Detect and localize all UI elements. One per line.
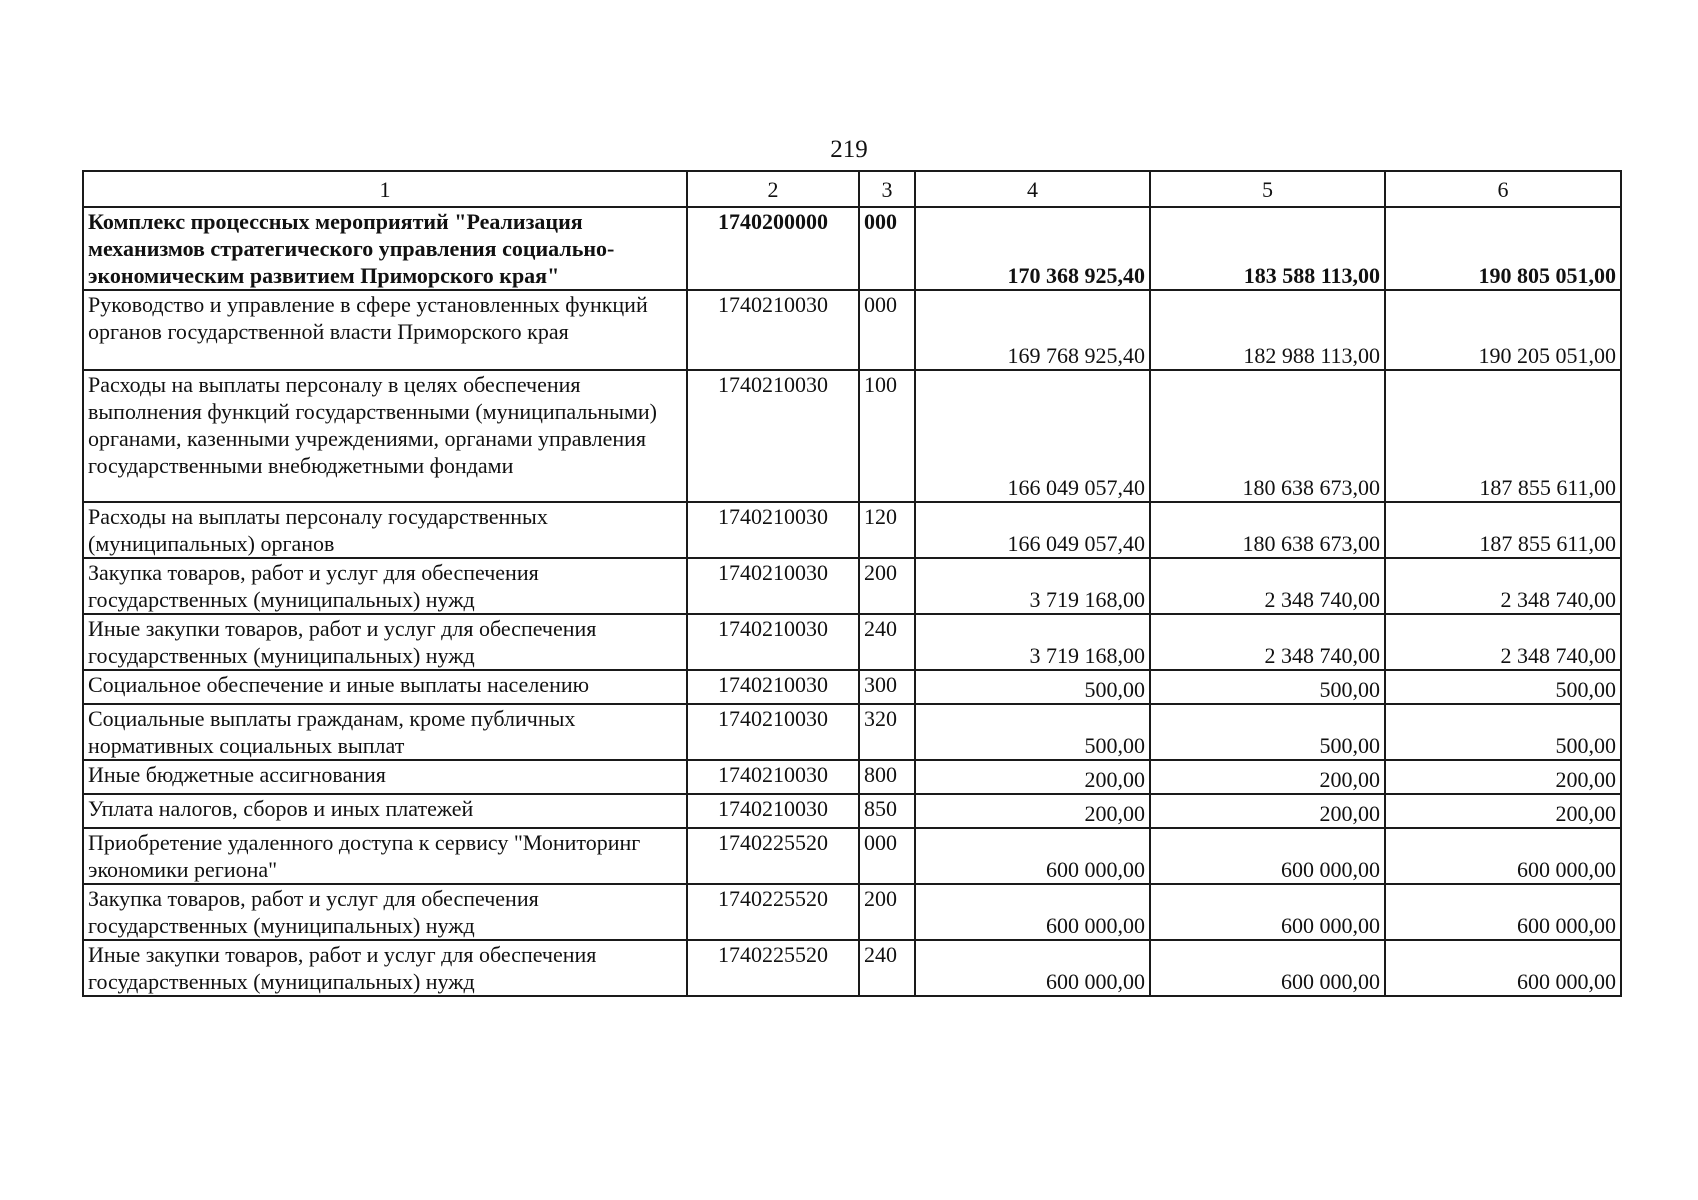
row-name-cell: Приобретение удаленного доступа к сервису "Мониторинг экономики региона" — [83, 828, 687, 884]
table-body — [83, 207, 1621, 996]
table-row — [83, 370, 1621, 502]
row-code-cell: 1740210030 — [687, 670, 859, 704]
row-amount-col5-cell: 2 348 740,00 — [1150, 558, 1385, 614]
row-code-cell: 1740210030 — [687, 794, 859, 828]
row-amount-col4-cell: 600 000,00 — [915, 828, 1150, 884]
row-amount-col6-cell: 600 000,00 — [1385, 828, 1621, 884]
row-amount-col6-cell: 500,00 — [1385, 704, 1621, 760]
row-name-cell: Расходы на выплаты персоналу в целях обеспечения выполнения функций государственными (муниципальными) органами, казенными учреждениями, органами управления государственными внебюджетными фондами — [83, 370, 687, 502]
row-amount-col6-cell: 200,00 — [1385, 794, 1621, 828]
row-code-cell: 1740210030 — [687, 614, 859, 670]
table-row — [83, 760, 1621, 794]
row-amount-col6-cell: 600 000,00 — [1385, 884, 1621, 940]
table-row — [83, 828, 1621, 884]
row-name-cell: Уплата налогов, сборов и иных платежей — [83, 794, 687, 828]
row-expense-type-cell: 850 — [859, 794, 915, 828]
row-amount-col4-cell: 200,00 — [915, 760, 1150, 794]
table-row — [83, 558, 1621, 614]
row-amount-col5-cell: 200,00 — [1150, 760, 1385, 794]
column-number-3: 3 — [859, 171, 915, 207]
row-name-cell: Социальное обеспечение и иные выплаты населению — [83, 670, 687, 704]
row-amount-col4-cell: 600 000,00 — [915, 884, 1150, 940]
row-amount-col4-cell: 3 719 168,00 — [915, 614, 1150, 670]
row-code-cell: 1740210030 — [687, 502, 859, 558]
row-amount-col4-cell: 500,00 — [915, 670, 1150, 704]
row-amount-col5-cell: 2 348 740,00 — [1150, 614, 1385, 670]
column-number-1: 1 — [83, 171, 687, 207]
row-expense-type-cell: 320 — [859, 704, 915, 760]
row-amount-col4-cell: 3 719 168,00 — [915, 558, 1150, 614]
row-name-cell: Иные закупки товаров, работ и услуг для обеспечения государственных (муниципальных) нужд — [83, 940, 687, 996]
column-number-4: 4 — [915, 171, 1150, 207]
table-row — [83, 794, 1621, 828]
page-number: 219 — [830, 136, 868, 163]
row-amount-col6-cell: 600 000,00 — [1385, 940, 1621, 996]
row-code-cell: 1740210030 — [687, 370, 859, 502]
table-row — [83, 614, 1621, 670]
row-expense-type-cell: 240 — [859, 940, 915, 996]
table-row — [83, 670, 1621, 704]
row-amount-col5-cell: 180 638 673,00 — [1150, 502, 1385, 558]
row-code-cell: 1740225520 — [687, 940, 859, 996]
row-expense-type-cell: 120 — [859, 502, 915, 558]
row-amount-col5-cell: 183 588 113,00 — [1150, 207, 1385, 290]
row-code-cell: 1740210030 — [687, 290, 859, 370]
row-amount-col6-cell: 190 205 051,00 — [1385, 290, 1621, 370]
row-amount-col6-cell: 2 348 740,00 — [1385, 614, 1621, 670]
row-amount-col5-cell: 200,00 — [1150, 794, 1385, 828]
row-amount-col4-cell: 166 049 057,40 — [915, 370, 1150, 502]
row-amount-col5-cell: 182 988 113,00 — [1150, 290, 1385, 370]
row-code-cell: 1740210030 — [687, 558, 859, 614]
row-code-cell: 1740225520 — [687, 884, 859, 940]
row-amount-col4-cell: 170 368 925,40 — [915, 207, 1150, 290]
table-row — [83, 502, 1621, 558]
row-name-cell: Закупка товаров, работ и услуг для обеспечения государственных (муниципальных) нужд — [83, 884, 687, 940]
row-expense-type-cell: 100 — [859, 370, 915, 502]
row-code-cell: 1740225520 — [687, 828, 859, 884]
row-amount-col4-cell: 600 000,00 — [915, 940, 1150, 996]
table-row — [83, 290, 1621, 370]
row-amount-col6-cell: 500,00 — [1385, 670, 1621, 704]
table-row — [83, 207, 1621, 290]
row-code-cell: 1740210030 — [687, 704, 859, 760]
column-number-5: 5 — [1150, 171, 1385, 207]
row-amount-col4-cell: 200,00 — [915, 794, 1150, 828]
row-name-cell: Закупка товаров, работ и услуг для обеспечения государственных (муниципальных) нужд — [83, 558, 687, 614]
row-amount-col5-cell: 500,00 — [1150, 670, 1385, 704]
table-row — [83, 704, 1621, 760]
row-name-cell: Иные закупки товаров, работ и услуг для обеспечения государственных (муниципальных) нужд — [83, 614, 687, 670]
row-expense-type-cell: 000 — [859, 207, 915, 290]
row-name-cell: Комплекс процессных мероприятий "Реализация механизмов стратегического управления социально-экономическим развитием Приморского края" — [83, 207, 687, 290]
row-name-cell: Социальные выплаты гражданам, кроме публичных нормативных социальных выплат — [83, 704, 687, 760]
row-amount-col5-cell: 600 000,00 — [1150, 940, 1385, 996]
row-amount-col6-cell: 187 855 611,00 — [1385, 370, 1621, 502]
table-row — [83, 940, 1621, 996]
row-expense-type-cell: 240 — [859, 614, 915, 670]
row-expense-type-cell: 000 — [859, 290, 915, 370]
row-expense-type-cell: 000 — [859, 828, 915, 884]
row-amount-col6-cell: 187 855 611,00 — [1385, 502, 1621, 558]
row-expense-type-cell: 800 — [859, 760, 915, 794]
row-name-cell: Расходы на выплаты персоналу государственных (муниципальных) органов — [83, 502, 687, 558]
row-amount-col4-cell: 500,00 — [915, 704, 1150, 760]
row-amount-col5-cell: 500,00 — [1150, 704, 1385, 760]
row-name-cell: Иные бюджетные ассигнования — [83, 760, 687, 794]
row-amount-col4-cell: 166 049 057,40 — [915, 502, 1150, 558]
column-number-6: 6 — [1385, 171, 1621, 207]
row-amount-col4-cell: 169 768 925,40 — [915, 290, 1150, 370]
row-amount-col5-cell: 180 638 673,00 — [1150, 370, 1385, 502]
column-number-2: 2 — [687, 171, 859, 207]
row-expense-type-cell: 200 — [859, 884, 915, 940]
budget-table — [82, 170, 1622, 997]
row-amount-col6-cell: 200,00 — [1385, 760, 1621, 794]
row-amount-col6-cell: 190 805 051,00 — [1385, 207, 1621, 290]
row-expense-type-cell: 200 — [859, 558, 915, 614]
row-amount-col6-cell: 2 348 740,00 — [1385, 558, 1621, 614]
row-code-cell: 1740200000 — [687, 207, 859, 290]
table-row — [83, 884, 1621, 940]
row-amount-col5-cell: 600 000,00 — [1150, 884, 1385, 940]
row-expense-type-cell: 300 — [859, 670, 915, 704]
row-code-cell: 1740210030 — [687, 760, 859, 794]
row-name-cell: Руководство и управление в сфере установленных функций органов государственной власти Приморского края — [83, 290, 687, 370]
row-amount-col5-cell: 600 000,00 — [1150, 828, 1385, 884]
table-header — [83, 171, 1621, 207]
column-number-row — [83, 171, 1621, 207]
